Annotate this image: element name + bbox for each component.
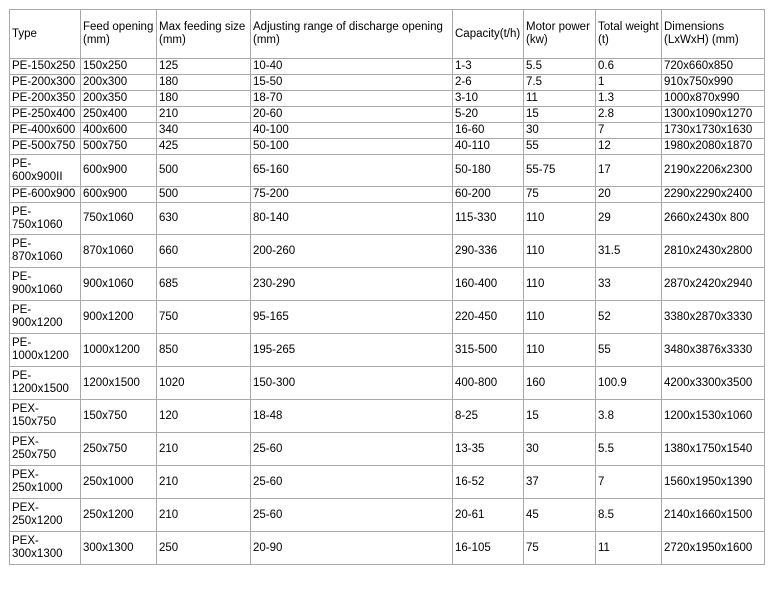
table-row [10, 532, 765, 565]
cell-discharge-range: 25-60 [251, 466, 453, 499]
cell-total-weight: 100.9 [596, 367, 662, 400]
cell-feed-opening: 250x1200 [81, 499, 157, 532]
cell-capacity: 5-20 [453, 107, 524, 123]
cell-discharge-range: 20-60 [251, 107, 453, 123]
cell-capacity: 400-800 [453, 367, 524, 400]
cell-total-weight: 52 [596, 301, 662, 334]
cell-feed-opening: 250x400 [81, 107, 157, 123]
cell-dimensions: 2810x2430x2800 [662, 235, 765, 268]
cell-dimensions: 1730x1730x1630 [662, 123, 765, 139]
cell-capacity: 16-52 [453, 466, 524, 499]
header-feed-opening: Feed opening (mm) [81, 10, 157, 59]
cell-feed-opening: 1000x1200 [81, 334, 157, 367]
cell-total-weight: 12 [596, 139, 662, 155]
cell-max-feeding-size: 685 [157, 268, 251, 301]
cell-type: PE-200x350 [10, 91, 81, 107]
cell-feed-opening: 1200x1500 [81, 367, 157, 400]
header-row [10, 10, 765, 59]
table-row [10, 155, 765, 187]
cell-capacity: 220-450 [453, 301, 524, 334]
cell-discharge-range: 18-70 [251, 91, 453, 107]
cell-feed-opening: 750x1060 [81, 203, 157, 235]
cell-feed-opening: 600x900 [81, 187, 157, 203]
cell-type: PE-750x1060 [10, 203, 81, 235]
cell-feed-opening: 150x750 [81, 400, 157, 433]
cell-total-weight: 17 [596, 155, 662, 187]
cell-dimensions: 1980x2080x1870 [662, 139, 765, 155]
cell-max-feeding-size: 750 [157, 301, 251, 334]
cell-feed-opening: 200x350 [81, 91, 157, 107]
cell-total-weight: 0.6 [596, 59, 662, 75]
cell-max-feeding-size: 120 [157, 400, 251, 433]
cell-total-weight: 1 [596, 75, 662, 91]
specification-table [9, 9, 765, 565]
cell-dimensions: 2190x2206x2300 [662, 155, 765, 187]
cell-discharge-range: 15-50 [251, 75, 453, 91]
cell-discharge-range: 195-265 [251, 334, 453, 367]
cell-max-feeding-size: 500 [157, 155, 251, 187]
cell-type: PE-900x1200 [10, 301, 81, 334]
table-row [10, 91, 765, 107]
header-total-weight: Total weight (t) [596, 10, 662, 59]
cell-motor-power: 75 [524, 187, 596, 203]
cell-capacity: 16-60 [453, 123, 524, 139]
cell-motor-power: 110 [524, 301, 596, 334]
cell-dimensions: 2660x2430x 800 [662, 203, 765, 235]
cell-capacity: 60-200 [453, 187, 524, 203]
cell-capacity: 16-105 [453, 532, 524, 565]
cell-total-weight: 3.8 [596, 400, 662, 433]
cell-discharge-range: 80-140 [251, 203, 453, 235]
cell-max-feeding-size: 850 [157, 334, 251, 367]
cell-max-feeding-size: 630 [157, 203, 251, 235]
cell-capacity: 8-25 [453, 400, 524, 433]
cell-max-feeding-size: 210 [157, 433, 251, 466]
cell-max-feeding-size: 425 [157, 139, 251, 155]
cell-total-weight: 31.5 [596, 235, 662, 268]
cell-total-weight: 7 [596, 123, 662, 139]
header-capacity: Capacity(t/h) [453, 10, 524, 59]
cell-motor-power: 110 [524, 268, 596, 301]
cell-type: PEX-250x1000 [10, 466, 81, 499]
cell-type: PE-250x400 [10, 107, 81, 123]
cell-feed-opening: 900x1060 [81, 268, 157, 301]
table-row [10, 107, 765, 123]
cell-max-feeding-size: 125 [157, 59, 251, 75]
cell-capacity: 3-10 [453, 91, 524, 107]
cell-type: PE-200x300 [10, 75, 81, 91]
cell-discharge-range: 20-90 [251, 532, 453, 565]
cell-motor-power: 110 [524, 334, 596, 367]
cell-total-weight: 7 [596, 466, 662, 499]
cell-dimensions: 910x750x990 [662, 75, 765, 91]
cell-total-weight: 55 [596, 334, 662, 367]
table-row [10, 75, 765, 91]
cell-dimensions: 1380x1750x1540 [662, 433, 765, 466]
cell-type: PE-150x250 [10, 59, 81, 75]
cell-capacity: 40-110 [453, 139, 524, 155]
cell-total-weight: 33 [596, 268, 662, 301]
cell-dimensions: 1560x1950x1390 [662, 466, 765, 499]
cell-feed-opening: 400x600 [81, 123, 157, 139]
cell-motor-power: 110 [524, 203, 596, 235]
cell-total-weight: 2.8 [596, 107, 662, 123]
table-row [10, 123, 765, 139]
cell-max-feeding-size: 210 [157, 499, 251, 532]
header-type: Type [10, 10, 81, 59]
cell-feed-opening: 870x1060 [81, 235, 157, 268]
cell-max-feeding-size: 340 [157, 123, 251, 139]
cell-dimensions: 4200x3300x3500 [662, 367, 765, 400]
cell-type: PE-900x1060 [10, 268, 81, 301]
cell-max-feeding-size: 250 [157, 532, 251, 565]
table-row [10, 203, 765, 235]
cell-feed-opening: 250x1000 [81, 466, 157, 499]
cell-max-feeding-size: 210 [157, 107, 251, 123]
cell-feed-opening: 600x900 [81, 155, 157, 187]
table-row [10, 235, 765, 268]
table-row [10, 466, 765, 499]
cell-dimensions: 2140x1660x1500 [662, 499, 765, 532]
cell-motor-power: 45 [524, 499, 596, 532]
cell-dimensions: 2720x1950x1600 [662, 532, 765, 565]
cell-type: PE-500x750 [10, 139, 81, 155]
cell-total-weight: 29 [596, 203, 662, 235]
cell-motor-power: 15 [524, 107, 596, 123]
cell-discharge-range: 150-300 [251, 367, 453, 400]
cell-total-weight: 1.3 [596, 91, 662, 107]
cell-feed-opening: 500x750 [81, 139, 157, 155]
cell-total-weight: 5.5 [596, 433, 662, 466]
table-row [10, 301, 765, 334]
table-row [10, 433, 765, 466]
cell-capacity: 115-330 [453, 203, 524, 235]
cell-type: PEX-150x750 [10, 400, 81, 433]
cell-total-weight: 8.5 [596, 499, 662, 532]
cell-capacity: 20-61 [453, 499, 524, 532]
cell-capacity: 315-500 [453, 334, 524, 367]
cell-type: PE-600x900II [10, 155, 81, 187]
cell-motor-power: 11 [524, 91, 596, 107]
cell-dimensions: 1300x1090x1270 [662, 107, 765, 123]
cell-motor-power: 37 [524, 466, 596, 499]
cell-feed-opening: 300x1300 [81, 532, 157, 565]
table-row [10, 139, 765, 155]
cell-capacity: 290-336 [453, 235, 524, 268]
cell-dimensions: 2870x2420x2940 [662, 268, 765, 301]
table-row [10, 499, 765, 532]
header-motor-power: Motor power (kw) [524, 10, 596, 59]
cell-dimensions: 2290x2290x2400 [662, 187, 765, 203]
header-dimensions: Dimensions (LxWxH) (mm) [662, 10, 765, 59]
table-row [10, 367, 765, 400]
cell-discharge-range: 10-40 [251, 59, 453, 75]
cell-motor-power: 55-75 [524, 155, 596, 187]
cell-feed-opening: 900x1200 [81, 301, 157, 334]
cell-capacity: 2-6 [453, 75, 524, 91]
cell-type: PE-870x1060 [10, 235, 81, 268]
cell-type: PE-600x900 [10, 187, 81, 203]
cell-dimensions: 3480x3876x3330 [662, 334, 765, 367]
cell-capacity: 1-3 [453, 59, 524, 75]
cell-discharge-range: 230-290 [251, 268, 453, 301]
cell-discharge-range: 40-100 [251, 123, 453, 139]
cell-dimensions: 1000x870x990 [662, 91, 765, 107]
cell-motor-power: 75 [524, 532, 596, 565]
table-body [10, 10, 765, 565]
table-row [10, 400, 765, 433]
cell-max-feeding-size: 660 [157, 235, 251, 268]
cell-feed-opening: 150x250 [81, 59, 157, 75]
cell-feed-opening: 250x750 [81, 433, 157, 466]
table-row [10, 59, 765, 75]
cell-motor-power: 30 [524, 433, 596, 466]
cell-discharge-range: 25-60 [251, 499, 453, 532]
cell-total-weight: 11 [596, 532, 662, 565]
cell-motor-power: 30 [524, 123, 596, 139]
cell-dimensions: 3380x2870x3330 [662, 301, 765, 334]
cell-type: PEX-300x1300 [10, 532, 81, 565]
table-row [10, 268, 765, 301]
cell-max-feeding-size: 500 [157, 187, 251, 203]
cell-discharge-range: 25-60 [251, 433, 453, 466]
cell-motor-power: 7.5 [524, 75, 596, 91]
cell-max-feeding-size: 180 [157, 75, 251, 91]
cell-motor-power: 110 [524, 235, 596, 268]
cell-discharge-range: 200-260 [251, 235, 453, 268]
cell-motor-power: 5.5 [524, 59, 596, 75]
header-max-feeding-size: Max feeding size (mm) [157, 10, 251, 59]
cell-max-feeding-size: 180 [157, 91, 251, 107]
table-row [10, 187, 765, 203]
cell-type: PEX-250x750 [10, 433, 81, 466]
cell-dimensions: 720x660x850 [662, 59, 765, 75]
cell-motor-power: 55 [524, 139, 596, 155]
cell-discharge-range: 50-100 [251, 139, 453, 155]
cell-discharge-range: 75-200 [251, 187, 453, 203]
cell-feed-opening: 200x300 [81, 75, 157, 91]
cell-capacity: 13-35 [453, 433, 524, 466]
cell-max-feeding-size: 210 [157, 466, 251, 499]
cell-total-weight: 20 [596, 187, 662, 203]
cell-discharge-range: 65-160 [251, 155, 453, 187]
cell-discharge-range: 95-165 [251, 301, 453, 334]
cell-discharge-range: 18-48 [251, 400, 453, 433]
cell-capacity: 50-180 [453, 155, 524, 187]
cell-max-feeding-size: 1020 [157, 367, 251, 400]
cell-type: PEX-250x1200 [10, 499, 81, 532]
cell-motor-power: 15 [524, 400, 596, 433]
cell-type: PE-1200x1500 [10, 367, 81, 400]
cell-motor-power: 160 [524, 367, 596, 400]
cell-type: PE-1000x1200 [10, 334, 81, 367]
table-row [10, 334, 765, 367]
cell-type: PE-400x600 [10, 123, 81, 139]
cell-dimensions: 1200x1530x1060 [662, 400, 765, 433]
header-discharge-range: Adjusting range of discharge opening (mm) [251, 10, 453, 59]
cell-capacity: 160-400 [453, 268, 524, 301]
